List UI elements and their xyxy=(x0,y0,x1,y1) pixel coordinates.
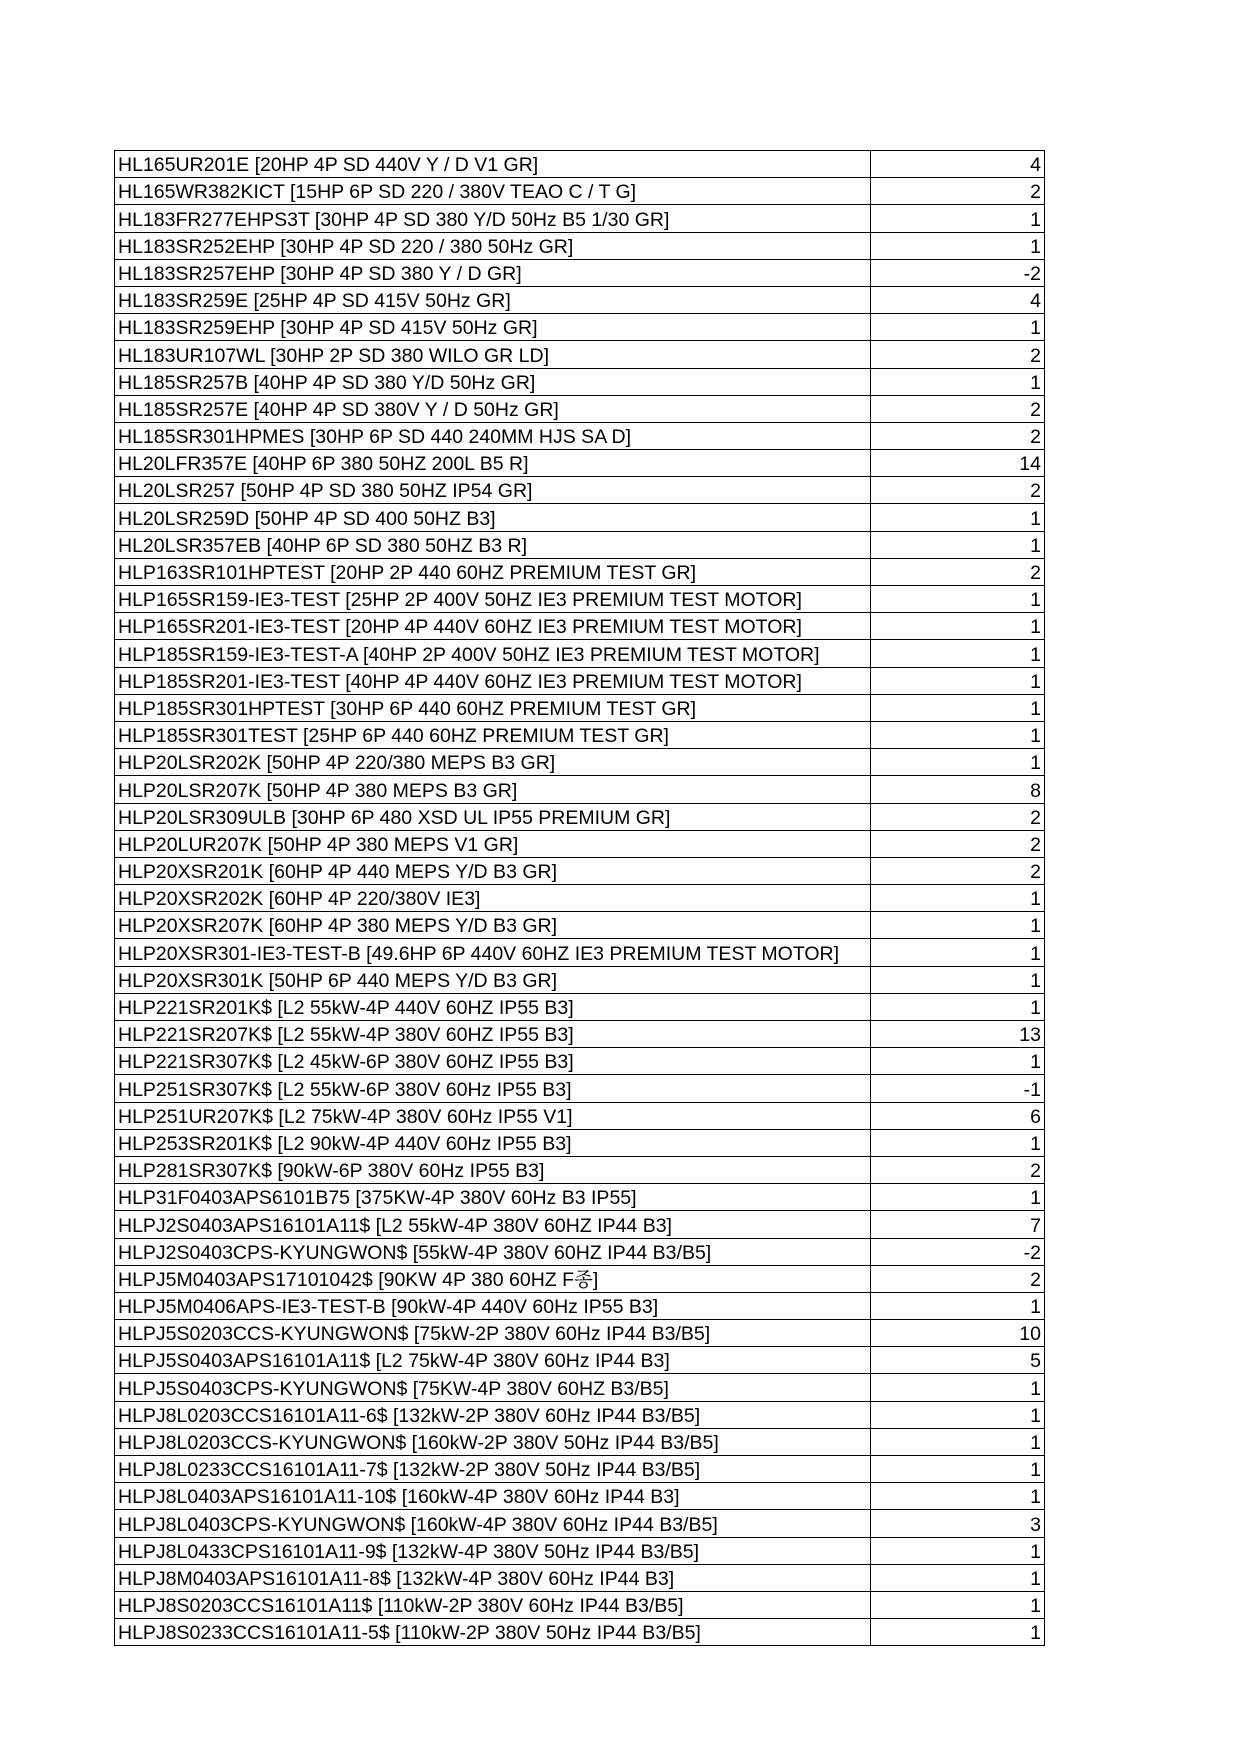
table-row xyxy=(115,1537,1045,1564)
item-quantity-cell: 4 xyxy=(871,286,1045,313)
item-quantity-cell: 3 xyxy=(871,1510,1045,1537)
table-row xyxy=(115,1483,1045,1510)
table-row xyxy=(115,749,1045,776)
table-row xyxy=(115,341,1045,368)
table-row xyxy=(115,912,1045,939)
item-description-cell: HL185SR257B [40HP 4P SD 380 Y/D 50Hz GR] xyxy=(115,368,871,395)
item-description-cell: HLP20LSR309ULB [30HP 6P 480 XSD UL IP55 PREMIUM GR] xyxy=(115,803,871,830)
item-quantity-cell: 1 xyxy=(871,368,1045,395)
item-quantity-cell: 2 xyxy=(871,395,1045,422)
item-quantity-cell: 2 xyxy=(871,1265,1045,1292)
item-quantity-cell: 1 xyxy=(871,667,1045,694)
item-quantity-cell: 2 xyxy=(871,477,1045,504)
item-description-cell: HLP221SR307K$ [L2 45kW-6P 380V 60HZ IP55 B3] xyxy=(115,1048,871,1075)
table-row xyxy=(115,1021,1045,1048)
table-row xyxy=(115,450,1045,477)
item-quantity-cell: 1 xyxy=(871,1591,1045,1618)
table-row xyxy=(115,830,1045,857)
table-row xyxy=(115,1292,1045,1319)
table-row xyxy=(115,151,1045,178)
item-quantity-cell: 8 xyxy=(871,776,1045,803)
item-quantity-cell: 1 xyxy=(871,504,1045,531)
item-quantity-cell: 1 xyxy=(871,939,1045,966)
item-description-cell: HLPJ8L0203CCS-KYUNGWON$ [160kW-2P 380V 50Hz IP44 B3/B5] xyxy=(115,1428,871,1455)
table-row xyxy=(115,885,1045,912)
table-row xyxy=(115,1320,1045,1347)
item-description-cell: HLP20XSR202K [60HP 4P 220/380V IE3] xyxy=(115,885,871,912)
table-row xyxy=(115,1238,1045,1265)
table-row xyxy=(115,395,1045,422)
item-description-cell: HL20LFR357E [40HP 6P 380 50HZ 200L B5 R] xyxy=(115,450,871,477)
item-quantity-cell: 1 xyxy=(871,966,1045,993)
table-row xyxy=(115,939,1045,966)
table-row xyxy=(115,1619,1045,1646)
item-description-cell: HL165WR382KICT [15HP 6P SD 220 / 380V TEAO C / T G] xyxy=(115,178,871,205)
item-quantity-cell: 1 xyxy=(871,885,1045,912)
item-description-cell: HLPJ5M0403APS17101042$ [90KW 4P 380 60HZ F종] xyxy=(115,1265,871,1292)
item-description-cell: HLP20XSR301K [50HP 6P 440 MEPS Y/D B3 GR] xyxy=(115,966,871,993)
item-description-cell: HLP165SR159-IE3-TEST [25HP 2P 400V 50HZ IE3 PREMIUM TEST MOTOR] xyxy=(115,586,871,613)
item-description-cell: HL20LSR259D [50HP 4P SD 400 50HZ B3] xyxy=(115,504,871,531)
item-description-cell: HLPJ5S0203CCS-KYUNGWON$ [75kW-2P 380V 60Hz IP44 B3/B5] xyxy=(115,1320,871,1347)
item-quantity-cell: -1 xyxy=(871,1075,1045,1102)
item-description-cell: HLP165SR201-IE3-TEST [20HP 4P 440V 60HZ IE3 PREMIUM TEST MOTOR] xyxy=(115,613,871,640)
item-description-cell: HLP20XSR301-IE3-TEST-B [49.6HP 6P 440V 60HZ IE3 PREMIUM TEST MOTOR] xyxy=(115,939,871,966)
item-description-cell: HL185SR301HPMES [30HP 6P SD 440 240MM HJS SA D] xyxy=(115,422,871,449)
item-description-cell: HLPJ8L0403APS16101A11-10$ [160kW-4P 380V 60Hz IP44 B3] xyxy=(115,1483,871,1510)
item-description-cell: HL183SR259E [25HP 4P SD 415V 50Hz GR] xyxy=(115,286,871,313)
table-row xyxy=(115,966,1045,993)
item-description-cell: HLPJ8L0203CCS16101A11-6$ [132kW-2P 380V 60Hz IP44 B3/B5] xyxy=(115,1401,871,1428)
table-row xyxy=(115,531,1045,558)
item-quantity-cell: 1 xyxy=(871,1428,1045,1455)
item-description-cell: HLPJ8L0233CCS16101A11-7$ [132kW-2P 380V 50Hz IP44 B3/B5] xyxy=(115,1456,871,1483)
item-description-cell: HL183UR107WL [30HP 2P SD 380 WILO GR LD] xyxy=(115,341,871,368)
item-quantity-cell: 2 xyxy=(871,422,1045,449)
item-description-cell: HLP185SR201-IE3-TEST [40HP 4P 440V 60HZ IE3 PREMIUM TEST MOTOR] xyxy=(115,667,871,694)
item-description-cell: HLP20XSR207K [60HP 4P 380 MEPS Y/D B3 GR] xyxy=(115,912,871,939)
item-description-cell: HLPJ5M0406APS-IE3-TEST-B [90kW-4P 440V 60Hz IP55 B3] xyxy=(115,1292,871,1319)
item-quantity-cell: 1 xyxy=(871,314,1045,341)
table-row xyxy=(115,368,1045,395)
item-quantity-cell: 1 xyxy=(871,749,1045,776)
item-quantity-cell: 6 xyxy=(871,1102,1045,1129)
table-row xyxy=(115,721,1045,748)
item-quantity-cell: 1 xyxy=(871,1129,1045,1156)
item-quantity-cell: 1 xyxy=(871,1564,1045,1591)
item-description-cell: HLP185SR301HPTEST [30HP 6P 440 60HZ PREMIUM TEST GR] xyxy=(115,694,871,721)
item-description-cell: HLPJ2S0403APS16101A11$ [L2 55kW-4P 380V 60HZ IP44 B3] xyxy=(115,1211,871,1238)
item-description-cell: HLP281SR307K$ [90kW-6P 380V 60Hz IP55 B3] xyxy=(115,1156,871,1183)
table-row xyxy=(115,1510,1045,1537)
item-description-cell: HLP20XSR201K [60HP 4P 440 MEPS Y/D B3 GR] xyxy=(115,857,871,884)
item-quantity-cell: 2 xyxy=(871,178,1045,205)
item-description-cell: HLPJ8M0403APS16101A11-8$ [132kW-4P 380V 60Hz IP44 B3] xyxy=(115,1564,871,1591)
table-row xyxy=(115,1401,1045,1428)
table-row xyxy=(115,1456,1045,1483)
item-quantity-cell: 1 xyxy=(871,912,1045,939)
table-row xyxy=(115,613,1045,640)
table-row xyxy=(115,422,1045,449)
item-quantity-cell: 2 xyxy=(871,1156,1045,1183)
item-quantity-cell: 1 xyxy=(871,586,1045,613)
table-row xyxy=(115,205,1045,232)
item-description-cell: HL183SR257EHP [30HP 4P SD 380 Y / D GR] xyxy=(115,259,871,286)
item-description-cell: HL183SR252EHP [30HP 4P SD 220 / 380 50Hz GR] xyxy=(115,232,871,259)
table-row xyxy=(115,803,1045,830)
item-quantity-cell: 1 xyxy=(871,232,1045,259)
inventory-table xyxy=(114,150,1045,1646)
item-quantity-cell: 2 xyxy=(871,857,1045,884)
table-row xyxy=(115,1374,1045,1401)
item-quantity-cell: 2 xyxy=(871,830,1045,857)
item-description-cell: HL165UR201E [20HP 4P SD 440V Y / D V1 GR] xyxy=(115,151,871,178)
item-quantity-cell: 1 xyxy=(871,1483,1045,1510)
table-row xyxy=(115,558,1045,585)
item-description-cell: HLPJ5S0403CPS-KYUNGWON$ [75KW-4P 380V 60HZ B3/B5] xyxy=(115,1374,871,1401)
item-description-cell: HLP185SR159-IE3-TEST-A [40HP 2P 400V 50HZ IE3 PREMIUM TEST MOTOR] xyxy=(115,640,871,667)
table-row xyxy=(115,1075,1045,1102)
item-quantity-cell: 1 xyxy=(871,694,1045,721)
table-row xyxy=(115,1048,1045,1075)
item-quantity-cell: 4 xyxy=(871,151,1045,178)
item-quantity-cell: 13 xyxy=(871,1021,1045,1048)
table-row xyxy=(115,694,1045,721)
table-row xyxy=(115,314,1045,341)
item-quantity-cell: 1 xyxy=(871,1619,1045,1646)
item-quantity-cell: 14 xyxy=(871,450,1045,477)
item-quantity-cell: 1 xyxy=(871,613,1045,640)
table-row xyxy=(115,667,1045,694)
item-description-cell: HLP221SR207K$ [L2 55kW-4P 380V 60HZ IP55 B3] xyxy=(115,1021,871,1048)
item-quantity-cell: 1 xyxy=(871,640,1045,667)
inventory-table-body xyxy=(115,151,1045,1646)
table-row xyxy=(115,1129,1045,1156)
item-quantity-cell: 2 xyxy=(871,341,1045,368)
table-row xyxy=(115,1428,1045,1455)
item-quantity-cell: 1 xyxy=(871,1456,1045,1483)
table-row xyxy=(115,1564,1045,1591)
item-description-cell: HLP253SR201K$ [L2 90kW-4P 440V 60Hz IP55 B3] xyxy=(115,1129,871,1156)
table-row xyxy=(115,1211,1045,1238)
item-description-cell: HLPJ8S0233CCS16101A11-5$ [110kW-2P 380V 50Hz IP44 B3/B5] xyxy=(115,1619,871,1646)
item-quantity-cell: 1 xyxy=(871,993,1045,1020)
item-description-cell: HLP221SR201K$ [L2 55kW-4P 440V 60HZ IP55 B3] xyxy=(115,993,871,1020)
item-quantity-cell: 1 xyxy=(871,1537,1045,1564)
table-row xyxy=(115,232,1045,259)
item-quantity-cell: 5 xyxy=(871,1347,1045,1374)
table-row xyxy=(115,640,1045,667)
item-quantity-cell: -2 xyxy=(871,1238,1045,1265)
item-description-cell: HLP163SR101HPTEST [20HP 2P 440 60HZ PREMIUM TEST GR] xyxy=(115,558,871,585)
item-quantity-cell: 2 xyxy=(871,558,1045,585)
item-description-cell: HL185SR257E [40HP 4P SD 380V Y / D 50Hz GR] xyxy=(115,395,871,422)
item-description-cell: HLPJ5S0403APS16101A11$ [L2 75kW-4P 380V 60Hz IP44 B3] xyxy=(115,1347,871,1374)
table-row xyxy=(115,504,1045,531)
item-description-cell: HLP185SR301TEST [25HP 6P 440 60HZ PREMIUM TEST GR] xyxy=(115,721,871,748)
table-row xyxy=(115,259,1045,286)
table-row xyxy=(115,776,1045,803)
table-row xyxy=(115,1591,1045,1618)
item-quantity-cell: 1 xyxy=(871,1374,1045,1401)
item-description-cell: HLPJ8S0203CCS16101A11$ [110kW-2P 380V 60Hz IP44 B3/B5] xyxy=(115,1591,871,1618)
table-row xyxy=(115,1184,1045,1211)
table-row xyxy=(115,1265,1045,1292)
table-row xyxy=(115,178,1045,205)
table-row xyxy=(115,993,1045,1020)
item-quantity-cell: 1 xyxy=(871,1401,1045,1428)
item-description-cell: HLP20LUR207K [50HP 4P 380 MEPS V1 GR] xyxy=(115,830,871,857)
item-quantity-cell: 1 xyxy=(871,531,1045,558)
item-description-cell: HL183SR259EHP [30HP 4P SD 415V 50Hz GR] xyxy=(115,314,871,341)
item-quantity-cell: 1 xyxy=(871,1292,1045,1319)
item-description-cell: HLP31F0403APS6101B75 [375KW-4P 380V 60Hz B3 IP55] xyxy=(115,1184,871,1211)
item-quantity-cell: 2 xyxy=(871,803,1045,830)
item-description-cell: HLPJ2S0403CPS-KYUNGWON$ [55kW-4P 380V 60HZ IP44 B3/B5] xyxy=(115,1238,871,1265)
item-quantity-cell: 1 xyxy=(871,1184,1045,1211)
table-row xyxy=(115,1156,1045,1183)
item-quantity-cell: 7 xyxy=(871,1211,1045,1238)
table-row xyxy=(115,857,1045,884)
item-quantity-cell: -2 xyxy=(871,259,1045,286)
item-quantity-cell: 1 xyxy=(871,721,1045,748)
item-description-cell: HLPJ8L0403CPS-KYUNGWON$ [160kW-4P 380V 60Hz IP44 B3/B5] xyxy=(115,1510,871,1537)
item-description-cell: HL20LSR357EB [40HP 6P SD 380 50HZ B3 R] xyxy=(115,531,871,558)
table-row xyxy=(115,286,1045,313)
item-description-cell: HLP251SR307K$ [L2 55kW-6P 380V 60Hz IP55 B3] xyxy=(115,1075,871,1102)
item-quantity-cell: 10 xyxy=(871,1320,1045,1347)
item-description-cell: HL183FR277EHPS3T [30HP 4P SD 380 Y/D 50Hz B5 1/30 GR] xyxy=(115,205,871,232)
item-description-cell: HLP251UR207K$ [L2 75kW-4P 380V 60Hz IP55 V1] xyxy=(115,1102,871,1129)
table-row xyxy=(115,477,1045,504)
item-quantity-cell: 1 xyxy=(871,1048,1045,1075)
table-row xyxy=(115,586,1045,613)
table-row xyxy=(115,1102,1045,1129)
table-row xyxy=(115,1347,1045,1374)
item-description-cell: HLP20LSR202K [50HP 4P 220/380 MEPS B3 GR] xyxy=(115,749,871,776)
item-description-cell: HLPJ8L0433CPS16101A11-9$ [132kW-4P 380V 50Hz IP44 B3/B5] xyxy=(115,1537,871,1564)
item-quantity-cell: 1 xyxy=(871,205,1045,232)
item-description-cell: HL20LSR257 [50HP 4P SD 380 50HZ IP54 GR] xyxy=(115,477,871,504)
item-description-cell: HLP20LSR207K [50HP 4P 380 MEPS B3 GR] xyxy=(115,776,871,803)
